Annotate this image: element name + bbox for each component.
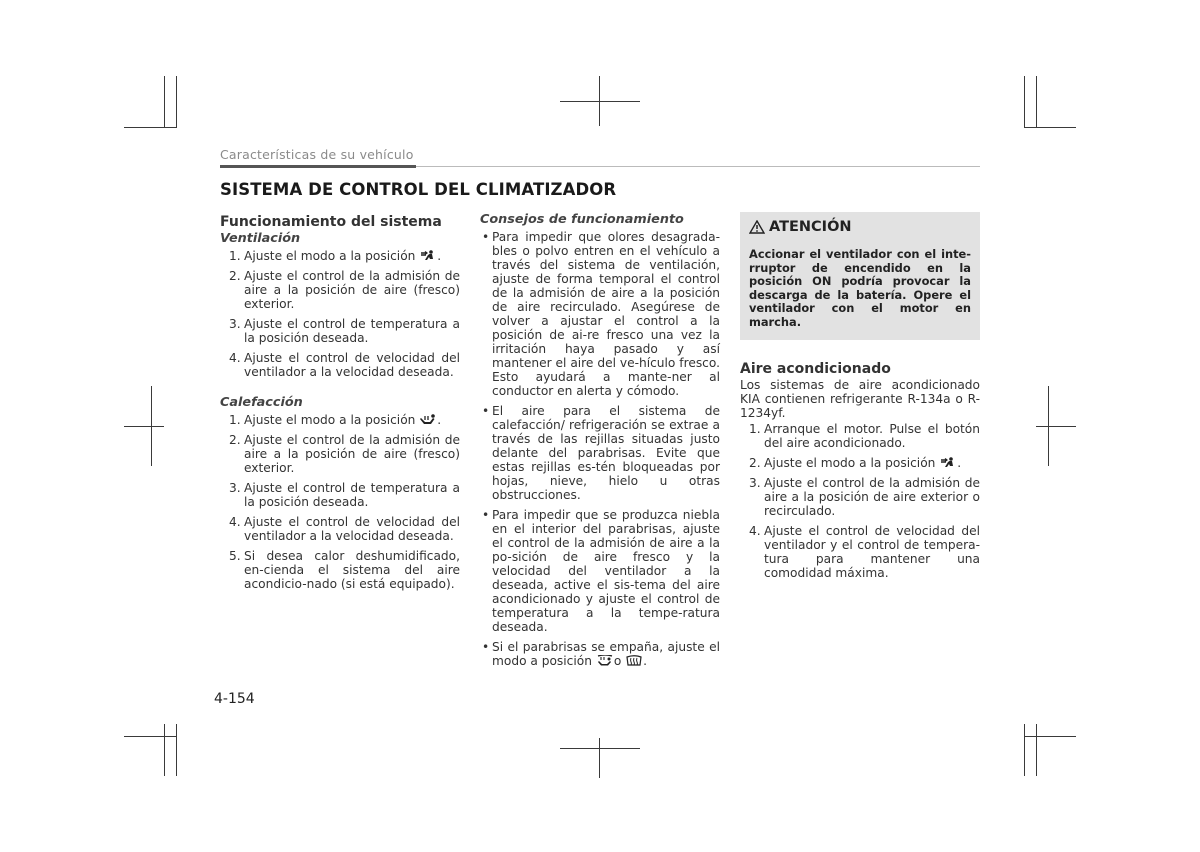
header-rule-light <box>416 166 980 167</box>
list-item <box>220 481 460 509</box>
section-heading-consejos: Consejos de funcionamiento <box>480 212 684 227</box>
defrost-icon <box>626 655 642 666</box>
running-header: Características de su vehículo <box>220 147 414 162</box>
list-item <box>220 249 460 263</box>
list-item <box>220 515 460 543</box>
list-item <box>220 351 460 379</box>
crop-mark-bottom-left-v2 <box>176 724 177 776</box>
list-item <box>220 549 460 591</box>
step-suffix: . <box>957 455 962 470</box>
bullet-dot: • <box>482 640 490 654</box>
crop-mark-bottom-left-v1 <box>164 724 165 776</box>
step-text: Ajuste el control de velocidad del ventilador a la velocidad deseada. <box>244 515 460 543</box>
step-text: Arranque el motor. Pulse el botón del aire acondicionado. <box>764 421 980 450</box>
list-item <box>740 422 980 450</box>
list-item <box>480 640 720 668</box>
step-number: 1. <box>749 421 761 436</box>
calefaccion-steps <box>220 413 460 591</box>
step-text: Ajuste el control de la admisión de aire a la posición de aire (fresco) exterior. <box>244 433 460 475</box>
step-number: 4. <box>749 523 761 538</box>
step-text: Ajuste el modo a la posición <box>244 249 416 263</box>
crop-mark-top-left-v1 <box>164 76 165 128</box>
crop-mark-bottom-right-v2 <box>1036 724 1037 776</box>
bullet-dot: • <box>482 508 490 522</box>
step-text: Ajuste el control de la admisión de aire a la posición de aire exterior o recirculado. <box>764 475 980 518</box>
crop-mark-top-right-h <box>1024 127 1076 128</box>
column-right <box>740 212 980 586</box>
header-rule-dark <box>220 165 416 168</box>
subheading-ventilacion: Ventilación <box>220 231 301 246</box>
bullet-text: Si el parabrisas se empaña, ajuste el modo a posición <box>492 640 720 668</box>
floor-vent-icon <box>420 414 436 425</box>
step-number: 3. <box>749 475 761 490</box>
column-left <box>220 212 460 597</box>
step-text: Ajuste el modo a la posición <box>244 413 416 427</box>
face-vent-icon <box>420 250 436 261</box>
crop-mark-bottom-right-h <box>1024 736 1076 737</box>
bullet-dot: • <box>482 230 490 244</box>
warning-title <box>749 220 971 234</box>
step-number: 3. <box>229 317 241 331</box>
step-number: 4. <box>229 351 241 365</box>
crop-mark-top-right-v2 <box>1036 76 1037 128</box>
page-number: 4-154 <box>214 691 255 707</box>
step-text: Ajuste el control de velocidad del ventilador a la velocidad deseada. <box>244 351 460 379</box>
step-text: Ajuste el modo a la posición <box>764 455 936 470</box>
step-suffix: . <box>437 249 442 263</box>
column-middle <box>480 212 720 674</box>
step-number: 3. <box>229 481 241 495</box>
page-title: SISTEMA DE CONTROL DEL CLIMATIZADOR <box>220 180 617 199</box>
list-item <box>220 269 460 311</box>
list-item <box>220 413 460 427</box>
step-number: 5. <box>229 549 241 563</box>
section-heading-aire-acondicionado: Aire acondicionado <box>740 360 891 377</box>
crop-mark-mid-left-h <box>124 426 164 427</box>
consejos-list <box>480 230 720 668</box>
list-item <box>480 404 720 502</box>
subheading-calefaccion: Calefacción <box>220 395 303 410</box>
bullet-text: El aire para el sistema de calefacción/ refrigeración se extrae a través de las rejillas situadas justo delante del parabrisas. Evite que estas rejillas es-tén bloqueadas por hojas, nieve, hielo u otras obstrucciones. <box>492 404 720 502</box>
section-heading-funcionamiento: Funcionamiento del sistema <box>220 214 442 230</box>
bullet-text: Para impedir que olores desagrada-bles o polvo entren en el vehículo a través del sistema de ventilación, ajuste de forma temporal el control de la admisión de aire a la posición de aire recirculado. Asegúrese de volver a ajustar el control a la posición de ai-re fresco una vez la irritación haya pasado y así mantener el aire del ve-hículo fresco. Esto ayudará a mante-ner al conductor en alerta y cómodo. <box>492 230 720 398</box>
list-item <box>220 317 460 345</box>
ventilacion-steps <box>220 249 460 379</box>
step-number: 1. <box>229 413 241 427</box>
step-number: 4. <box>229 515 241 529</box>
step-number: 2. <box>749 455 761 470</box>
crop-mark-bottom-center-h <box>560 748 640 749</box>
crop-mark-top-left-v2 <box>176 76 177 128</box>
step-text: Ajuste el control de temperatura a la posición deseada. <box>244 317 460 345</box>
step-number: 1. <box>229 249 241 263</box>
list-item <box>480 508 720 634</box>
crop-mark-bottom-left-h <box>124 736 176 737</box>
list-item <box>740 524 980 580</box>
bullet-text: Para impedir que se produzca niebla en el interior del parabrisas, ajuste el control de la admisión de aire a la po-sición de aire fresco y la velocidad del ventilador a la deseada, active el sis-tema del aire acondicionado y ajuste el control de temperatura a la tempe-ratura deseada. <box>492 508 720 634</box>
bullet-text: o <box>613 654 622 668</box>
step-suffix: . <box>437 413 442 427</box>
aire-steps <box>740 422 980 580</box>
step-number: 2. <box>229 269 241 283</box>
bullet-text: . <box>643 654 648 668</box>
warning-text: Accionar el ventilador con el inte-rruptor de encendido en la posición ON podría provocar la descarga de la batería. Opere el ventilador con el motor en marcha. <box>749 247 971 329</box>
floor-defrost-icon <box>597 655 613 666</box>
crop-mark-bottom-right-v1 <box>1024 724 1025 776</box>
step-text: Ajuste el control de velocidad del ventilador y el control de tempera-tura para mantener una comodidad máxima. <box>764 523 980 580</box>
crop-mark-bottom-center-v <box>599 738 600 778</box>
warning-triangle-icon <box>749 220 765 234</box>
list-item <box>740 476 980 518</box>
crop-mark-top-left-h <box>124 127 176 128</box>
bullet-dot: • <box>482 404 490 418</box>
step-text: Ajuste el control de la admisión de aire a la posición de aire (fresco) exterior. <box>244 269 460 311</box>
crop-mark-top-center-h <box>560 101 640 102</box>
warning-title-text: ATENCIÓN <box>769 219 852 235</box>
crop-mark-mid-right-h <box>1036 426 1076 427</box>
step-number: 2. <box>229 433 241 447</box>
step-text: Si desea calor deshumidificado, en-cienda el sistema del aire acondicio-nado (si está equipado). <box>244 549 460 591</box>
warning-box <box>740 212 980 340</box>
face-vent-icon <box>940 457 956 468</box>
list-item <box>480 230 720 398</box>
aire-intro: Los sistemas de aire acondicionado KIA contienen refrigerante R-134a o R-1234yf. <box>740 377 980 420</box>
list-item <box>740 456 980 470</box>
list-item <box>220 433 460 475</box>
crop-mark-top-right-v1 <box>1024 76 1025 128</box>
step-text: Ajuste el control de temperatura a la posición deseada. <box>244 481 460 509</box>
